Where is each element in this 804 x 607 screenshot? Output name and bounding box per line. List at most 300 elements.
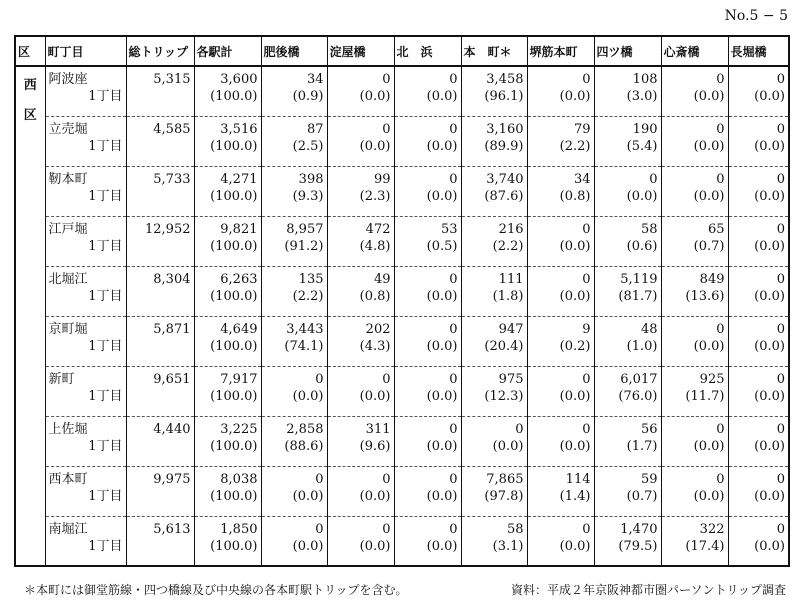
table-row <box>15 116 789 166</box>
trip-count: 3,458 <box>486 72 524 87</box>
station-trips-cell <box>327 266 394 316</box>
trip-count: 53 <box>440 221 458 237</box>
trip-count: 0 <box>449 421 458 437</box>
station-trips-cell <box>661 266 728 316</box>
trip-percent: (88.6) <box>284 438 324 454</box>
trip-percent: (12.3) <box>484 388 524 404</box>
trip-count: 99 <box>373 171 391 187</box>
station-trips-cell <box>728 416 789 466</box>
trip-count: 0 <box>776 321 785 337</box>
trip-count: 6,263 <box>220 271 258 287</box>
trip-count: 0 <box>449 271 458 287</box>
trip-count: 0 <box>582 221 591 237</box>
total-trips-cell <box>126 116 194 166</box>
trip-count: 0 <box>515 421 524 437</box>
station-trips-cell <box>527 466 594 516</box>
district-name-cell <box>45 516 126 566</box>
total-trips-cell <box>126 466 194 516</box>
trip-percent: (0.0) <box>426 89 458 104</box>
station-trips-cell <box>461 66 527 116</box>
trip-count: 472 <box>365 221 391 237</box>
station-trips-cell <box>728 166 789 216</box>
trip-count: 0 <box>382 521 391 537</box>
station-trips-cell <box>327 416 394 466</box>
trip-percent: (0.7) <box>626 488 658 504</box>
trip-count: 5,119 <box>620 271 658 287</box>
total-trips: 5,315 <box>153 72 191 87</box>
station-trips-cell <box>728 516 789 566</box>
trip-count: 0 <box>776 221 785 237</box>
trip-count: 0 <box>716 421 725 437</box>
trip-percent: (0.0) <box>626 188 658 204</box>
chome: 1丁目 <box>88 338 123 354</box>
total-trips: 4,440 <box>153 421 191 437</box>
trip-percent: (1.4) <box>559 488 591 504</box>
trip-percent: (4.8) <box>359 238 391 254</box>
trip-percent: (0.0) <box>292 388 324 404</box>
district-name: 北堀江 <box>48 271 88 287</box>
station-trips-cell <box>394 466 461 516</box>
station-trips-cell <box>261 416 327 466</box>
trip-percent: (0.0) <box>426 438 458 454</box>
trip-percent: (0.0) <box>754 438 785 454</box>
trip-percent: (0.0) <box>754 338 785 354</box>
trip-count: 0 <box>582 421 591 437</box>
trip-percent: (0.0) <box>693 338 725 354</box>
table-row <box>15 316 789 366</box>
trip-percent: (0.0) <box>359 138 391 154</box>
chome: 1丁目 <box>88 188 123 204</box>
trip-count: 7,865 <box>486 471 524 487</box>
ward-char: 西 <box>23 78 37 93</box>
district-name-cell <box>45 66 126 116</box>
station-trips-cell <box>194 166 261 216</box>
station-trips-cell <box>261 466 327 516</box>
station-trips-cell <box>327 366 394 416</box>
source-note: 資料：平成２年京阪神都市圏パーソントリップ調査 <box>510 583 786 597</box>
trip-count: 0 <box>776 171 785 187</box>
station-trips-cell <box>261 316 327 366</box>
chome: 1丁目 <box>88 288 123 304</box>
trip-count: 4,649 <box>220 321 258 337</box>
station-trips-cell <box>194 516 261 566</box>
station-trips-cell <box>394 266 461 316</box>
station-trips-cell <box>394 116 461 166</box>
trip-count: 3,516 <box>220 121 258 137</box>
column-header: 四ツ橋 <box>594 36 661 66</box>
trip-percent: (0.0) <box>359 388 391 404</box>
trip-count: 6,017 <box>620 371 658 387</box>
column-header: 心斎橋 <box>661 36 728 66</box>
station-trips-cell <box>394 66 461 116</box>
trip-count: 0 <box>776 521 785 537</box>
station-trips-cell <box>728 266 789 316</box>
district-name: 西本町 <box>48 471 88 487</box>
station-trips-cell <box>327 66 394 116</box>
trip-count: 3,600 <box>220 72 258 87</box>
trip-percent: (97.8) <box>484 488 524 504</box>
column-header: 総トリップ <box>126 36 194 66</box>
station-trips-cell <box>661 466 728 516</box>
station-trips-cell <box>194 466 261 516</box>
station-trips-cell <box>527 116 594 166</box>
total-trips: 9,651 <box>153 371 191 387</box>
table-row <box>15 516 789 566</box>
trip-percent: (0.0) <box>426 288 458 304</box>
station-trips-cell <box>527 66 594 116</box>
station-trips-cell <box>661 66 728 116</box>
station-trips-cell <box>661 216 728 266</box>
trip-percent: (3.0) <box>626 89 658 104</box>
trip-percent: (79.5) <box>618 538 658 554</box>
trip-count: 3,160 <box>486 121 524 137</box>
station-trips-cell <box>594 116 661 166</box>
trip-percent: (0.2) <box>559 338 591 354</box>
station-trips-cell <box>594 266 661 316</box>
ward-char: 区 <box>23 108 37 123</box>
trip-percent: (0.9) <box>292 89 324 104</box>
trip-count: 0 <box>449 121 458 137</box>
trip-count: 0 <box>449 171 458 187</box>
trip-count: 0 <box>382 471 391 487</box>
trip-count: 1,470 <box>620 521 658 537</box>
station-trips-cell <box>261 516 327 566</box>
station-trips-cell <box>461 366 527 416</box>
station-trips-cell <box>527 316 594 366</box>
trip-count: 8,957 <box>286 221 324 237</box>
station-trips-cell <box>194 66 261 116</box>
trip-percent: (1.8) <box>492 288 524 304</box>
footnote: ＊本町には御堂筋線・四つ橋線及び中央線の各本町駅トリップを含む。 <box>24 583 408 597</box>
total-trips-cell <box>126 516 194 566</box>
district-name-cell <box>45 166 126 216</box>
trip-count: 34 <box>573 171 591 187</box>
trip-count: 2,858 <box>286 421 324 437</box>
trip-count: 0 <box>315 471 324 487</box>
trip-count: 79 <box>573 121 591 137</box>
station-trips-cell <box>594 216 661 266</box>
district-name-cell <box>45 466 126 516</box>
station-trips-cell <box>394 316 461 366</box>
trip-percent: (0.8) <box>559 188 591 204</box>
station-trips-cell <box>194 416 261 466</box>
table-header-row <box>15 36 789 66</box>
station-trips-cell <box>394 166 461 216</box>
station-trips-cell <box>461 116 527 166</box>
trip-count: 202 <box>365 321 391 337</box>
district-name: 南堀江 <box>48 521 88 537</box>
trip-percent: (0.0) <box>426 388 458 404</box>
trip-percent: (0.0) <box>426 188 458 204</box>
trip-percent: (0.0) <box>754 488 785 504</box>
district-name-cell <box>45 366 126 416</box>
trip-percent: (0.0) <box>426 338 458 354</box>
station-trips-cell <box>594 166 661 216</box>
trip-percent: (96.1) <box>484 89 524 104</box>
total-trips-cell <box>126 316 194 366</box>
station-trips-cell <box>594 366 661 416</box>
chome: 1丁目 <box>88 89 123 104</box>
trip-percent: (17.4) <box>685 538 725 554</box>
station-trips-cell <box>527 216 594 266</box>
trip-count: 114 <box>565 471 591 487</box>
trip-percent: (0.0) <box>559 89 591 104</box>
station-trips-cell <box>594 66 661 116</box>
trip-count: 0 <box>582 72 591 87</box>
station-trips-cell <box>461 516 527 566</box>
station-trips-cell <box>661 516 728 566</box>
station-trips-cell <box>661 316 728 366</box>
trip-percent: (0.5) <box>426 238 458 254</box>
trip-percent: (1.0) <box>626 338 658 354</box>
trip-percent: (9.6) <box>359 438 391 454</box>
column-header: 各駅計 <box>194 36 261 66</box>
trip-percent: (1.7) <box>626 438 658 454</box>
trip-percent: (3.1) <box>492 538 524 554</box>
station-trips-cell <box>594 516 661 566</box>
trip-count: 0 <box>449 321 458 337</box>
trip-percent: (0.0) <box>754 288 785 304</box>
trip-percent: (11.7) <box>685 388 725 404</box>
table-row <box>15 466 789 516</box>
district-name: 靭本町 <box>48 171 88 187</box>
trip-percent: (87.6) <box>484 188 524 204</box>
district-name: 阿波座 <box>48 72 88 87</box>
station-trips-cell <box>461 216 527 266</box>
chome: 1丁目 <box>88 488 123 504</box>
trip-count: 975 <box>498 371 524 387</box>
trip-percent: (0.0) <box>426 488 458 504</box>
table-row <box>15 216 789 266</box>
trip-percent: (0.0) <box>359 488 391 504</box>
trip-percent: (100.0) <box>210 438 258 454</box>
trip-percent: (0.0) <box>559 288 591 304</box>
station-trips-cell <box>394 216 461 266</box>
trip-count: 4,271 <box>220 171 258 187</box>
trip-percent: (0.0) <box>426 138 458 154</box>
total-trips-cell <box>126 366 194 416</box>
station-trips-cell <box>261 266 327 316</box>
station-trips-cell <box>728 116 789 166</box>
trip-count: 0 <box>649 171 658 187</box>
trip-count: 0 <box>776 121 785 137</box>
total-trips-cell <box>126 266 194 316</box>
trip-count: 34 <box>306 72 324 87</box>
trip-percent: (0.0) <box>559 388 591 404</box>
trip-percent: (100.0) <box>210 538 258 554</box>
trip-count: 87 <box>306 121 324 137</box>
trip-count: 9,821 <box>220 221 258 237</box>
station-trips-cell <box>728 316 789 366</box>
station-trips-cell <box>594 416 661 466</box>
trip-percent: (100.0) <box>210 338 258 354</box>
trip-count: 49 <box>373 271 391 287</box>
trip-count: 0 <box>582 521 591 537</box>
district-name-cell <box>45 416 126 466</box>
trip-percent: (0.0) <box>492 438 524 454</box>
trip-count: 849 <box>699 271 725 287</box>
station-trips-cell <box>261 66 327 116</box>
trip-percent: (2.2) <box>292 288 324 304</box>
station-trips-cell <box>661 116 728 166</box>
trip-percent: (0.8) <box>359 288 391 304</box>
trip-percent: (100.0) <box>210 238 258 254</box>
station-trips-cell <box>527 416 594 466</box>
station-trips-cell <box>327 316 394 366</box>
station-trips-cell <box>327 516 394 566</box>
trip-percent: (0.0) <box>693 138 725 154</box>
station-trips-cell <box>661 416 728 466</box>
trip-percent: (0.0) <box>754 538 785 554</box>
trip-percent: (0.0) <box>754 388 785 404</box>
trip-percent: (74.1) <box>284 338 324 354</box>
station-trips-cell <box>194 266 261 316</box>
chome: 1丁目 <box>88 438 123 454</box>
trip-count: 3,225 <box>220 421 258 437</box>
trip-percent: (100.0) <box>210 388 258 404</box>
trip-percent: (5.4) <box>626 138 658 154</box>
trip-percent: (100.0) <box>210 488 258 504</box>
column-header: 淀屋橋 <box>327 36 394 66</box>
total-trips-cell <box>126 216 194 266</box>
district-name-cell <box>45 216 126 266</box>
chome: 1丁目 <box>88 238 123 254</box>
trip-percent: (0.0) <box>292 488 324 504</box>
trip-percent: (0.0) <box>754 138 785 154</box>
trip-count: 0 <box>776 371 785 387</box>
station-trips-cell <box>461 266 527 316</box>
ward-cell <box>15 66 45 566</box>
trip-count: 0 <box>716 321 725 337</box>
trip-percent: (0.0) <box>693 188 725 204</box>
trip-percent: (20.4) <box>484 338 524 354</box>
trip-percent: (13.6) <box>685 288 725 304</box>
trip-percent: (0.0) <box>754 238 785 254</box>
trip-count: 0 <box>582 371 591 387</box>
trip-percent: (0.0) <box>559 438 591 454</box>
trip-percent: (9.3) <box>292 188 324 204</box>
column-header: 長堀橋 <box>728 36 789 66</box>
station-trips-cell <box>461 166 527 216</box>
station-trips-cell <box>661 166 728 216</box>
trip-count: 59 <box>640 471 658 487</box>
table-row <box>15 416 789 466</box>
table-row <box>15 166 789 216</box>
station-trips-cell <box>461 416 527 466</box>
station-trips-cell <box>261 216 327 266</box>
trip-count: 190 <box>632 121 658 137</box>
trip-count: 0 <box>716 471 725 487</box>
trip-count: 48 <box>640 321 658 337</box>
station-trips-cell <box>527 366 594 416</box>
station-trips-cell <box>327 116 394 166</box>
total-trips-cell <box>126 66 194 116</box>
total-trips: 5,733 <box>153 171 191 187</box>
trip-percent: (89.9) <box>484 138 524 154</box>
trip-percent: (76.0) <box>618 388 658 404</box>
station-trips-cell <box>194 366 261 416</box>
column-header: 北 浜 <box>394 36 461 66</box>
trip-percent: (0.0) <box>754 89 785 104</box>
trip-count: 0 <box>315 371 324 387</box>
trip-count: 0 <box>382 371 391 387</box>
trip-count: 111 <box>498 271 524 287</box>
trip-count: 3,740 <box>486 171 524 187</box>
trip-percent: (100.0) <box>210 188 258 204</box>
trip-count: 0 <box>716 121 725 137</box>
trip-count: 0 <box>449 72 458 87</box>
column-header: 肥後橋 <box>261 36 327 66</box>
trip-count: 0 <box>716 72 725 87</box>
trip-count: 9 <box>582 321 591 337</box>
trip-count: 311 <box>365 421 391 437</box>
trip-percent: (2.2) <box>559 138 591 154</box>
trip-percent: (0.0) <box>292 538 324 554</box>
station-trips-cell <box>461 316 527 366</box>
trip-percent: (0.7) <box>693 238 725 254</box>
trip-percent: (100.0) <box>210 288 258 304</box>
trip-percent: (0.0) <box>359 89 391 104</box>
trip-count: 56 <box>640 421 658 437</box>
trip-count: 0 <box>382 121 391 137</box>
trip-percent: (0.0) <box>693 89 725 104</box>
trip-percent: (0.0) <box>559 538 591 554</box>
trip-count: 3,443 <box>286 321 324 337</box>
trip-percent: (0.0) <box>359 538 391 554</box>
column-header: 本 町＊ <box>461 36 527 66</box>
trip-count: 947 <box>498 321 524 337</box>
column-header: 堺筋本町 <box>527 36 594 66</box>
trip-count: 0 <box>776 471 785 487</box>
district-name: 江戸堀 <box>48 221 88 237</box>
trip-count: 216 <box>498 221 524 237</box>
trip-count: 65 <box>707 221 725 237</box>
station-trips-cell <box>261 366 327 416</box>
trip-count: 0 <box>776 72 785 87</box>
district-name-cell <box>45 316 126 366</box>
trip-percent: (0.0) <box>559 238 591 254</box>
trip-count: 398 <box>298 171 324 187</box>
station-trips-cell <box>728 466 789 516</box>
trip-percent: (0.0) <box>693 488 725 504</box>
trip-percent: (2.5) <box>292 138 324 154</box>
station-trips-cell <box>194 116 261 166</box>
trip-count: 0 <box>449 371 458 387</box>
station-trips-cell <box>261 116 327 166</box>
total-trips-cell <box>126 416 194 466</box>
trip-count: 0 <box>449 471 458 487</box>
district-name: 京町堀 <box>48 321 88 337</box>
station-trips-cell <box>728 66 789 116</box>
station-trips-cell <box>394 416 461 466</box>
trip-count: 925 <box>699 371 725 387</box>
table-row <box>15 266 789 316</box>
trip-percent: (0.0) <box>754 188 785 204</box>
trip-count: 0 <box>776 271 785 287</box>
station-trips-cell <box>327 216 394 266</box>
station-trips-cell <box>594 316 661 366</box>
chome: 1丁目 <box>88 138 123 154</box>
station-trip-table <box>14 35 790 567</box>
chome: 1丁目 <box>88 538 123 554</box>
trip-count: 58 <box>506 521 524 537</box>
trip-count: 0 <box>315 521 324 537</box>
station-trips-cell <box>261 166 327 216</box>
trip-count: 58 <box>640 221 658 237</box>
station-trips-cell <box>527 516 594 566</box>
district-name: 上佐堀 <box>48 421 88 437</box>
trip-percent: (2.2) <box>492 238 524 254</box>
